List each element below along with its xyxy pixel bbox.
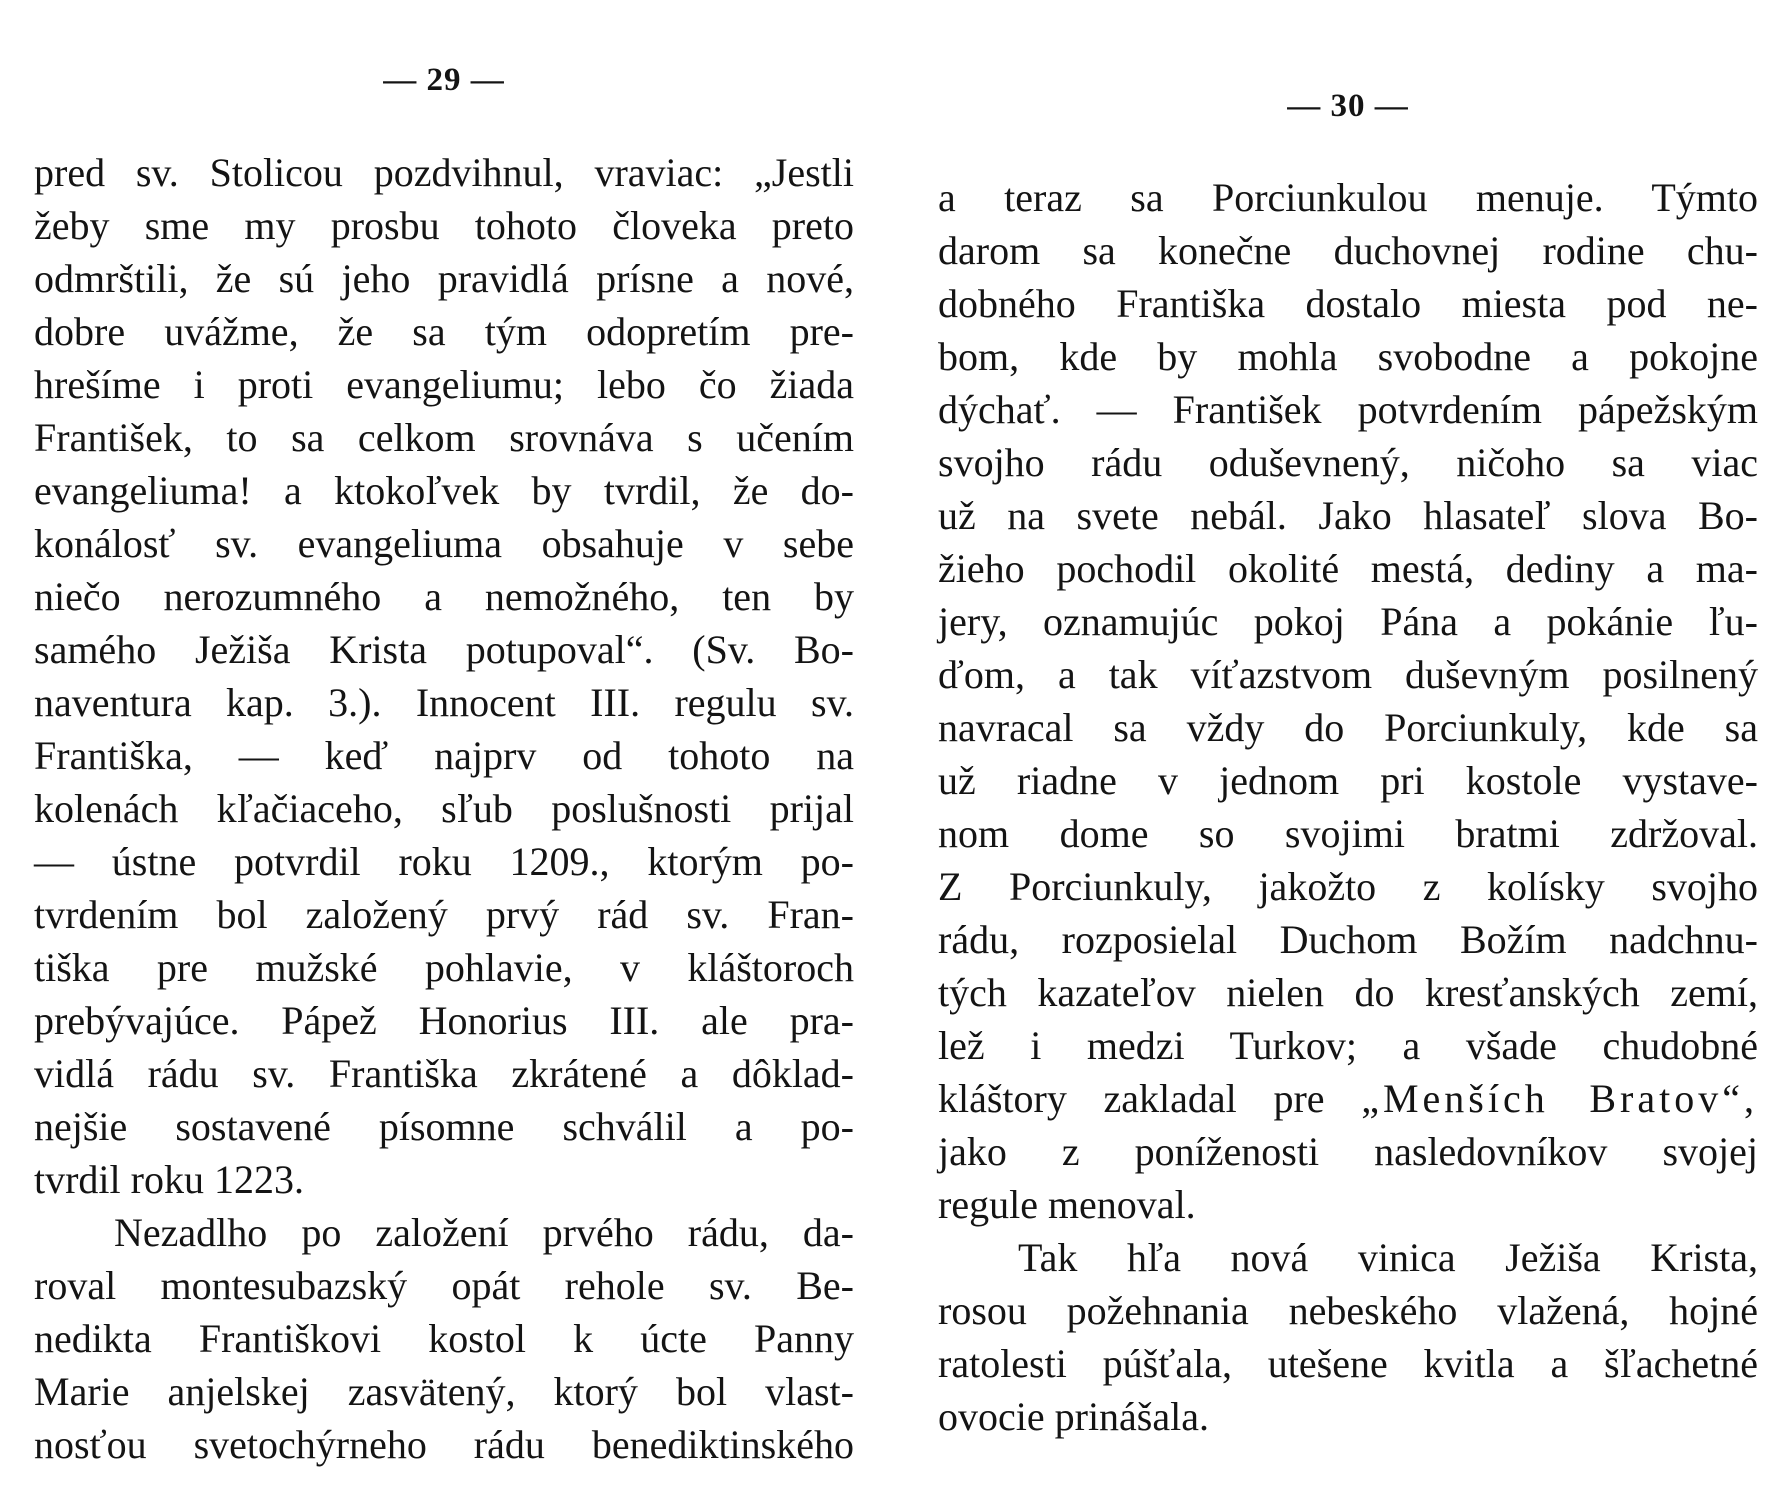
text-line: roval montesubazský opát rehole sv. Be- xyxy=(34,1263,854,1308)
text-line: nedikta Františkovi kostol k úcte Panny xyxy=(34,1316,854,1361)
page-text xyxy=(938,171,1758,1443)
text-line: žieho pochodil okolité mestá, dediny a ma- xyxy=(938,546,1758,591)
text-line: rádu, rozposielal Duchom Božím nadchnu- xyxy=(938,917,1758,962)
left-page xyxy=(34,0,854,1500)
text-line: evangeliuma! a ktokoľvek by tvrdil, že do- xyxy=(34,468,854,513)
text-line-mixed xyxy=(938,1072,1758,1125)
text-line: žeby sme my prosbu tohoto človeka preto xyxy=(34,203,854,248)
text-line: konálosť sv. evangeliuma obsahuje v sebe xyxy=(34,521,854,566)
text-line: jery, oznamujúc pokoj Pána a pokánie ľu- xyxy=(938,599,1758,644)
text-line: Františka, — keď najprv od tohoto na xyxy=(34,733,854,778)
text-line: jako z poníženosti nasledovníkov svojej xyxy=(938,1129,1758,1174)
text-line: tvrdil roku 1223. xyxy=(34,1157,304,1202)
text-line: hrešíme i proti evangeliumu; lebo čo žiada xyxy=(34,362,854,407)
text-line: naventura kap. 3.). Innocent III. regulu sv. xyxy=(34,680,854,725)
text-line: regule menoval. xyxy=(938,1182,1196,1227)
text-line: nejšie sostavené písomne schválil a po- xyxy=(34,1104,854,1149)
text-line: tiška pre mužské pohlavie, v kláštoroch xyxy=(34,945,854,990)
text-run: kláštory zakladal pre xyxy=(938,1076,1325,1121)
text-line: prebývajúce. Pápež Honorius III. ale pra- xyxy=(34,998,854,1043)
text-line: — ústne potvrdil roku 1209., ktorým po- xyxy=(34,839,854,884)
text-line: darom sa konečne duchovnej rodine chu- xyxy=(938,228,1758,273)
text-line: niečo nerozumného a nemožného, ten by xyxy=(34,574,854,619)
text-line: bom, kde by mohla svobodne a pokojne xyxy=(938,334,1758,379)
text-line: ďom, a tak víťazstvom duševným posilnený xyxy=(938,652,1758,697)
text-line: svojho rádu oduševnený, ničoho sa viac xyxy=(938,440,1758,485)
page-number: — 30 — xyxy=(1287,88,1409,124)
text-line: Marie anjelskej zasvätený, ktorý bol vlast- xyxy=(34,1369,854,1414)
text-line: tých kazateľov nielen do kresťanských zemí, xyxy=(938,970,1758,1015)
text-line: dobre uvážme, že sa tým odopretím pre- xyxy=(34,309,854,354)
text-line: ratolesti púšťala, utešene kvitla a šľachetné xyxy=(938,1341,1758,1386)
text-line: František, to sa celkom srovnáva s učením xyxy=(34,415,854,460)
text-line: ovocie prinášala. xyxy=(938,1394,1209,1439)
text-line: navracal sa vždy do Porciunkuly, kde sa xyxy=(938,705,1758,750)
text-line: dobného Františka dostalo miesta pod ne- xyxy=(938,281,1758,326)
text-line: dýchať. — František potvrdením pápežským xyxy=(938,387,1758,432)
text-line: nom dome so svojimi bratmi zdržoval. xyxy=(938,811,1758,856)
spaced-text-run: „Menších Bratov“, xyxy=(1361,1076,1758,1121)
page-number: — 29 — xyxy=(383,62,505,98)
text-line: už na svete nebál. Jako hlasateľ slova Bo- xyxy=(938,493,1758,538)
text-line: Z Porciunkuly, jakožto z kolísky svojho xyxy=(938,864,1758,909)
text-line: samého Ježiša Krista potupoval“. (Sv. Bo- xyxy=(34,627,854,672)
text-line: už riadne v jednom pri kostole vystave- xyxy=(938,758,1758,803)
text-line: vidlá rádu sv. Františka zkrátené a dôklad- xyxy=(34,1051,854,1096)
text-line: lež i medzi Turkov; a všade chudobné xyxy=(938,1023,1758,1068)
text-line: tvrdením bol založený prvý rád sv. Fran- xyxy=(34,892,854,937)
text-line: pred sv. Stolicou pozdvihnul, vraviac: „Jestli xyxy=(34,150,854,195)
text-line: Nezadlho po založení prvého rádu, da- xyxy=(114,1210,854,1255)
text-line: odmrštili, že sú jeho pravidlá prísne a nové, xyxy=(34,256,854,301)
right-page xyxy=(938,0,1758,1500)
text-line: nosťou svetochýrneho rádu benediktinského xyxy=(34,1422,854,1467)
text-line: rosou požehnania nebeského vlažená, hojné xyxy=(938,1288,1758,1333)
page-text xyxy=(34,146,854,1471)
text-line: a teraz sa Porciunkulou menuje. Týmto xyxy=(938,175,1758,220)
text-line: kolenách kľačiaceho, sľub poslušnosti prijal xyxy=(34,786,854,831)
text-line: Tak hľa nová vinica Ježiša Krista, xyxy=(1018,1235,1758,1280)
